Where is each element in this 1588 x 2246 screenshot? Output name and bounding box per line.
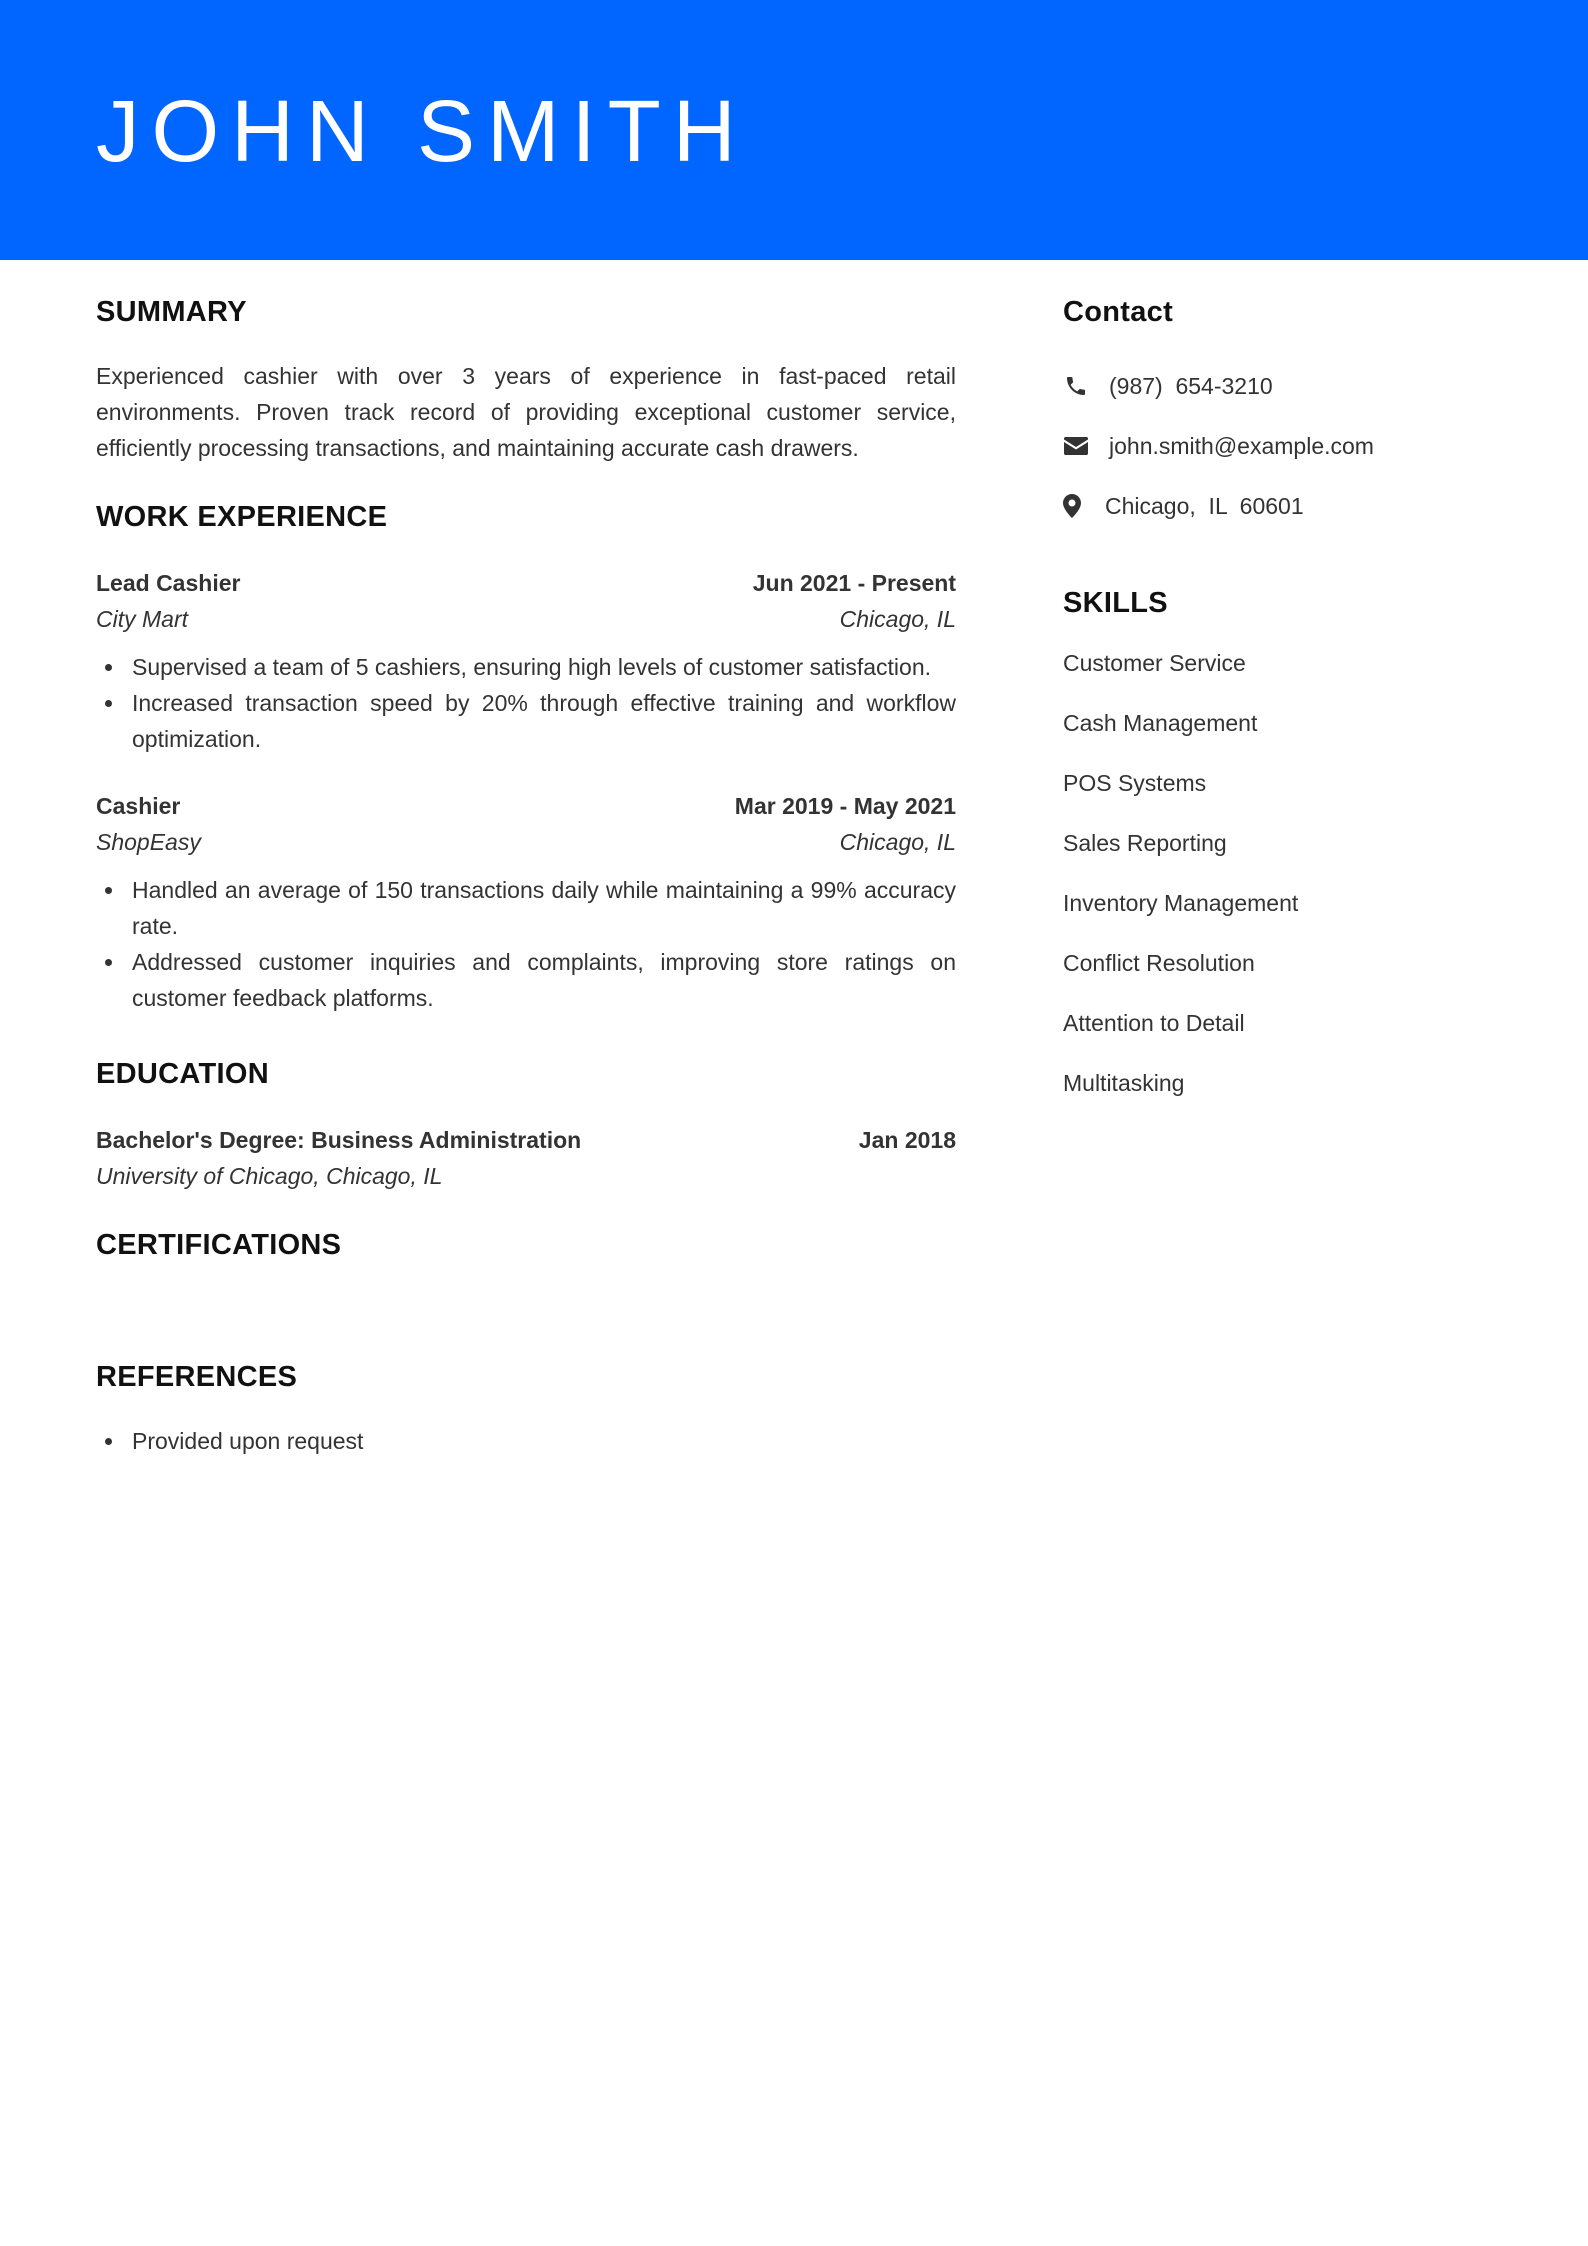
map-pin-icon [1063, 493, 1085, 519]
bullet-item: Addressed customer inquiries and complaints, improving store ratings on customer feedback platforms. [96, 944, 956, 1016]
school: University of Chicago, Chicago, IL [96, 1163, 443, 1189]
degree: Bachelor's Degree: Business Administration [96, 1127, 582, 1153]
skill-item: Inventory Management [1063, 890, 1299, 916]
skill-item: Conflict Resolution [1063, 950, 1255, 976]
education-heading: EDUCATION [96, 1058, 269, 1090]
job-dates: Jun 2021 - Present [752, 570, 956, 596]
company-name: City Mart [96, 606, 188, 632]
job-title: Cashier [96, 793, 181, 819]
contact-heading: Contact [1063, 296, 1174, 328]
certifications-heading: CERTIFICATIONS [96, 1229, 342, 1261]
education-date: Jan 2018 [858, 1127, 956, 1153]
job-location: Chicago, IL [839, 606, 956, 632]
job-entry [96, 788, 956, 1016]
bullet-item: Handled an average of 150 transactions daily while maintaining a 99% accuracy rate. [96, 872, 956, 944]
summary-text: Experienced cashier with over 3 years of experience in fast-paced retail environments. Proven track record of providing exceptional customer service, efficiently processing transactions, and maintaining accurate cash drawers. [96, 363, 956, 461]
company-name: ShopEasy [96, 829, 201, 855]
job-location: Chicago, IL [839, 829, 956, 855]
work-experience-heading: WORK EXPERIENCE [96, 501, 388, 533]
bullet-item: Increased transaction speed by 20% through effective training and workflow optimization. [96, 685, 956, 757]
references-heading: REFERENCES [96, 1361, 298, 1393]
candidate-name: JOHN SMITH [96, 83, 748, 180]
job-bullets [96, 872, 956, 1016]
skills-list [1063, 648, 1503, 1098]
job-bullets [96, 649, 956, 757]
envelope-icon [1063, 433, 1089, 459]
header-banner [0, 0, 1588, 260]
references-list [96, 1423, 956, 1459]
job-title: Lead Cashier [96, 570, 241, 596]
phone-icon [1063, 373, 1089, 399]
skill-item: Customer Service [1063, 650, 1246, 676]
location-text: Chicago, IL 60601 [1105, 492, 1304, 519]
contact-phone [1063, 371, 1503, 401]
contact-email [1063, 431, 1503, 461]
job-entry [96, 565, 956, 757]
education-entry [96, 1122, 956, 1194]
skill-item: Sales Reporting [1063, 830, 1227, 856]
skills-heading: SKILLS [1063, 587, 1168, 619]
skill-item: Attention to Detail [1063, 1010, 1245, 1036]
email-address[interactable]: john.smith@example.com [1109, 432, 1374, 459]
job-dates: Mar 2019 - May 2021 [734, 793, 956, 819]
skill-item: Multitasking [1063, 1070, 1185, 1096]
skill-item: Cash Management [1063, 710, 1258, 736]
bullet-item: Supervised a team of 5 cashiers, ensuring high levels of customer satisfaction. [96, 649, 956, 685]
bullet-item: Provided upon request [96, 1423, 956, 1459]
summary-heading: SUMMARY [96, 296, 247, 328]
contact-location [1063, 491, 1503, 521]
skill-item: POS Systems [1063, 770, 1207, 796]
sidebar-column [1063, 260, 1503, 1128]
phone-number[interactable]: (987) 654-3210 [1109, 372, 1273, 399]
main-column [96, 260, 956, 1459]
